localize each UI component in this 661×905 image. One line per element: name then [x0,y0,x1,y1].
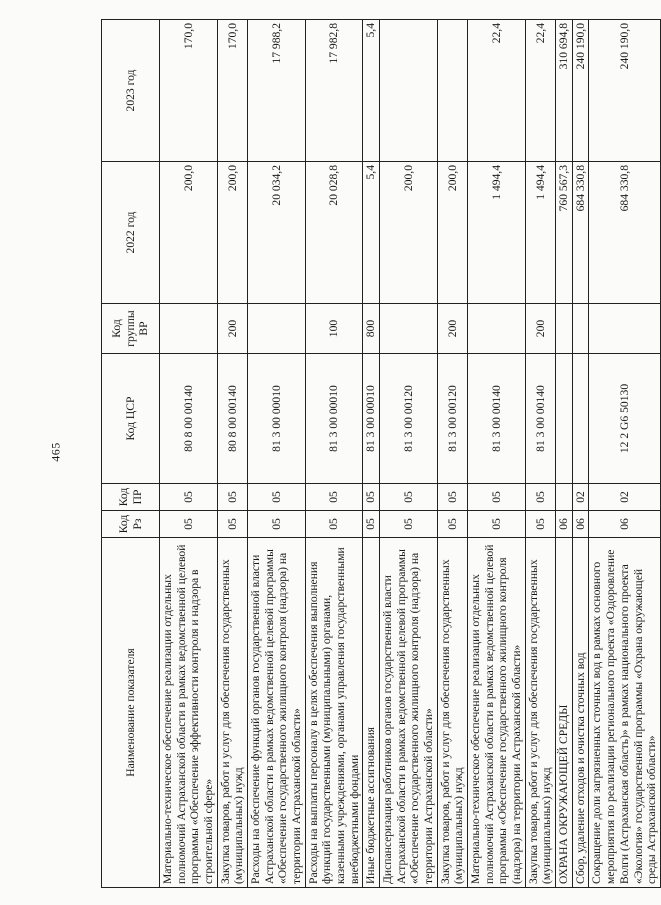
table-row [363,20,380,888]
row-rz: 05 [525,511,555,538]
row-csr: 81 3 00 00140 [468,354,526,484]
table-header-row [102,20,160,888]
row-2023: 170,0 [160,20,218,162]
row-csr: 80 8 00 00140 [217,354,247,484]
row-2023: 240 190,0 [572,20,589,162]
row-pr: 05 [525,484,555,511]
row-name: Материально-техническое обеспечение реализации отдельных полномочий Астраханской области в рамках ведомственной целевой программы «Обеспечение государственного жилищного контроля (надзора) на территории Астраханской области» [468,538,526,888]
row-pr: 02 [572,484,589,511]
row-vr [160,304,218,354]
row-pr: 05 [380,484,438,511]
row-rz: 05 [380,511,438,538]
row-2023: 5,4 [363,20,380,162]
table-row [305,20,363,888]
row-name: ОХРАНА ОКРУЖАЮЩЕЙ СРЕДЫ [556,538,573,888]
row-2023: 17 982,8 [305,20,363,162]
row-2022: 200,0 [160,162,218,304]
row-csr: 81 3 00 00010 [248,354,306,484]
row-vr: 200 [437,304,467,354]
row-name: Материально-техническое обеспечение реализации отдельных полномочий Астраханской области в рамках ведомственной целевой программы «Обеспечение эффективности контроля и надзора в строительной сфере» [160,538,218,888]
budget-table [101,19,661,888]
table-row [437,20,467,888]
header-2022: 2022 год [102,162,160,304]
row-2022: 200,0 [437,162,467,304]
row-2022: 684 330,8 [572,162,589,304]
row-rz: 05 [468,511,526,538]
row-pr: 05 [160,484,218,511]
row-name: Расходы на обеспечение функций органов государственной власти Астраханской области в рамках ведомственной целевой программы «Обеспечение государственного жилищного контроля (надзора) на территории Астраханской области» [248,538,306,888]
row-vr: 200 [525,304,555,354]
table-row [217,20,247,888]
header-rz: Код Рз [102,511,160,538]
row-name: Расходы на выплаты персоналу в целях обеспечения выполнения функций государственными (муниципальными) органами, казенными учреждениями, органами управления государственными внебюджетными фондами [305,538,363,888]
page-number: 465 [48,442,63,462]
row-csr: 81 3 00 00010 [363,354,380,484]
row-2023: 17 988,2 [248,20,306,162]
table-row [556,20,573,888]
row-csr: 81 3 00 00010 [305,354,363,484]
table-body [160,20,661,888]
row-csr: 80 8 00 00140 [160,354,218,484]
row-2022: 20 028,8 [305,162,363,304]
row-name: Сокращение доли загрязненных сточных вод в рамках основного мероприятия по реализации регионального проекта «Оздоровление Волги (Астраханская область)» в рамках национального проекта «Экология» государственной программы «Охрана окружающей среды Астраханской области» [589,538,660,888]
row-name: Иные бюджетные ассигнования [363,538,380,888]
table-row [160,20,218,888]
row-rz: 05 [363,511,380,538]
table-row [525,20,555,888]
row-2022: 20 034,2 [248,162,306,304]
header-pr: Код ПР [102,484,160,511]
row-2022: 684 330,8 [589,162,660,304]
row-rz: 05 [217,511,247,538]
row-2022: 5,4 [363,162,380,304]
row-rz: 06 [572,511,589,538]
row-2023: 22,4 [468,20,526,162]
row-2022: 1 494,4 [525,162,555,304]
table-row [572,20,589,888]
row-vr [556,304,573,354]
row-pr: 05 [363,484,380,511]
row-2022: 200,0 [217,162,247,304]
row-pr: 05 [248,484,306,511]
row-2023: 310 694,8 [556,20,573,162]
header-vr: Код группы ВР [102,304,160,354]
table-row [589,20,660,888]
row-2022: 200,0 [380,162,438,304]
row-2023: 240 190,0 [589,20,660,162]
table-row [380,20,438,888]
row-2022: 1 494,4 [468,162,526,304]
row-rz: 05 [160,511,218,538]
header-2023: 2023 год [102,20,160,162]
row-vr: 200 [217,304,247,354]
row-pr: 02 [589,484,660,511]
row-2022: 760 567,3 [556,162,573,304]
header-csr: Код ЦСР [102,354,160,484]
row-2023: 22,4 [525,20,555,162]
row-rz: 05 [305,511,363,538]
row-name: Закупка товаров, работ и услуг для обеспечения государственных (муниципальных) нужд [437,538,467,888]
row-name: Закупка товаров, работ и услуг для обеспечения государственных (муниципальных) нужд [217,538,247,888]
row-name: Диспансеризация работников органов государственной власти Астраханской области в рамках ведомственной целевой программы «Обеспечение государственного жилищного контроля (надзора) на территории Астраханской области» [380,538,438,888]
row-vr: 100 [305,304,363,354]
row-pr: 05 [305,484,363,511]
row-csr: 81 3 00 00120 [437,354,467,484]
rotated-table-frame [101,20,659,888]
row-csr: 81 3 00 00120 [380,354,438,484]
header-name: Наименование показателя [102,538,160,888]
row-vr [468,304,526,354]
row-rz: 06 [589,511,660,538]
row-csr: 81 3 00 00140 [525,354,555,484]
row-rz: 05 [437,511,467,538]
row-csr [572,354,589,484]
row-2023: 170,0 [217,20,247,162]
table-row [248,20,306,888]
row-vr [589,304,660,354]
row-2023 [380,20,438,162]
row-pr: 05 [437,484,467,511]
row-csr: 12 2 G6 50130 [589,354,660,484]
row-vr [248,304,306,354]
row-vr [380,304,438,354]
row-pr [556,484,573,511]
row-name: Сбор, удаление отходов и очистка сточных вод [572,538,589,888]
row-vr: 800 [363,304,380,354]
row-csr [556,354,573,484]
row-rz: 06 [556,511,573,538]
row-pr: 05 [217,484,247,511]
row-rz: 05 [248,511,306,538]
row-vr [572,304,589,354]
table-row [468,20,526,888]
row-name: Закупка товаров, работ и услуг для обеспечения государственных (муниципальных) нужд [525,538,555,888]
row-2023 [437,20,467,162]
row-pr: 05 [468,484,526,511]
